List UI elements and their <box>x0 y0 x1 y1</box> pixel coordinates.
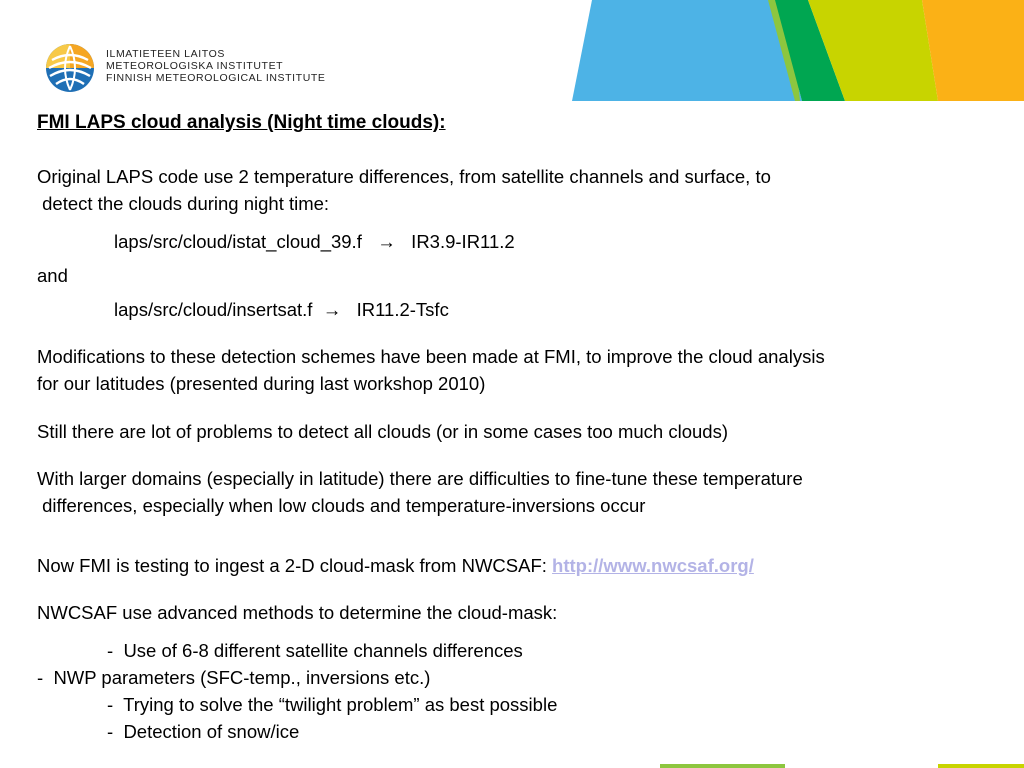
footer-color-stripes <box>0 762 1024 768</box>
and-text: and <box>37 265 68 286</box>
code-line-insertsat: laps/src/cloud/insertsat.f → IR11.2-Tsfc <box>114 299 449 320</box>
paragraph-2-line-2: for our latitudes (presented during last workshop 2010) <box>37 373 486 394</box>
paragraph-5 <box>37 555 754 577</box>
paragraph-3: Still there are lot of problems to detect all clouds (or in some cases too much clouds) <box>37 421 728 442</box>
slide-title: FMI LAPS cloud analysis (Night time clouds): <box>37 112 446 133</box>
paragraph-1-line-1: Original LAPS code use 2 temperature differences, from satellite channels and surface, to <box>37 166 771 187</box>
bullet-snow-ice: - Detection of snow/ice <box>107 721 300 742</box>
paragraph-2-line-1: Modifications to these detection schemes have been made at FMI, to improve the cloud analysis <box>37 346 825 367</box>
org-name-finnish: ILMATIETEEN LAITOS <box>106 48 225 60</box>
paragraph-4-line-1: With larger domains (especially in latitude) there are difficulties to fine-tune these temperature <box>37 468 803 489</box>
code-line-istat: laps/src/cloud/istat_cloud_39.f → IR3.9-IR11.2 <box>114 231 515 252</box>
stripe-yellow <box>922 0 1024 101</box>
org-name-swedish: METEOROLOGISKA INSTITUTET <box>106 60 284 72</box>
fmi-logo <box>44 42 344 98</box>
bullet-satellite-channels: - Use of 6-8 different satellite channels differences <box>107 640 523 661</box>
fmi-globe-logo-icon <box>44 42 96 94</box>
bullet-twilight-problem: - Trying to solve the “twilight problem” as best possible <box>107 694 558 715</box>
paragraph-4-line-2: differences, especially when low clouds and temperature-inversions occur <box>37 495 646 516</box>
bullet-nwp-parameters: - NWP parameters (SFC-temp., inversions etc.) <box>37 667 431 688</box>
stripe-blue <box>572 0 802 101</box>
paragraph-5-text: Now FMI is testing to ingest a 2-D cloud-mask from NWCSAF: <box>37 555 553 576</box>
org-name-english: FINNISH METEOROLOGICAL INSTITUTE <box>106 72 326 84</box>
paragraph-1-line-2: detect the clouds during night time: <box>37 193 330 214</box>
paragraph-6: NWCSAF use advanced methods to determine the cloud-mask: <box>37 602 558 623</box>
header-color-stripes <box>570 0 1024 101</box>
nwcsaf-link[interactable]: http://www.nwcsaf.org/ <box>552 555 754 576</box>
